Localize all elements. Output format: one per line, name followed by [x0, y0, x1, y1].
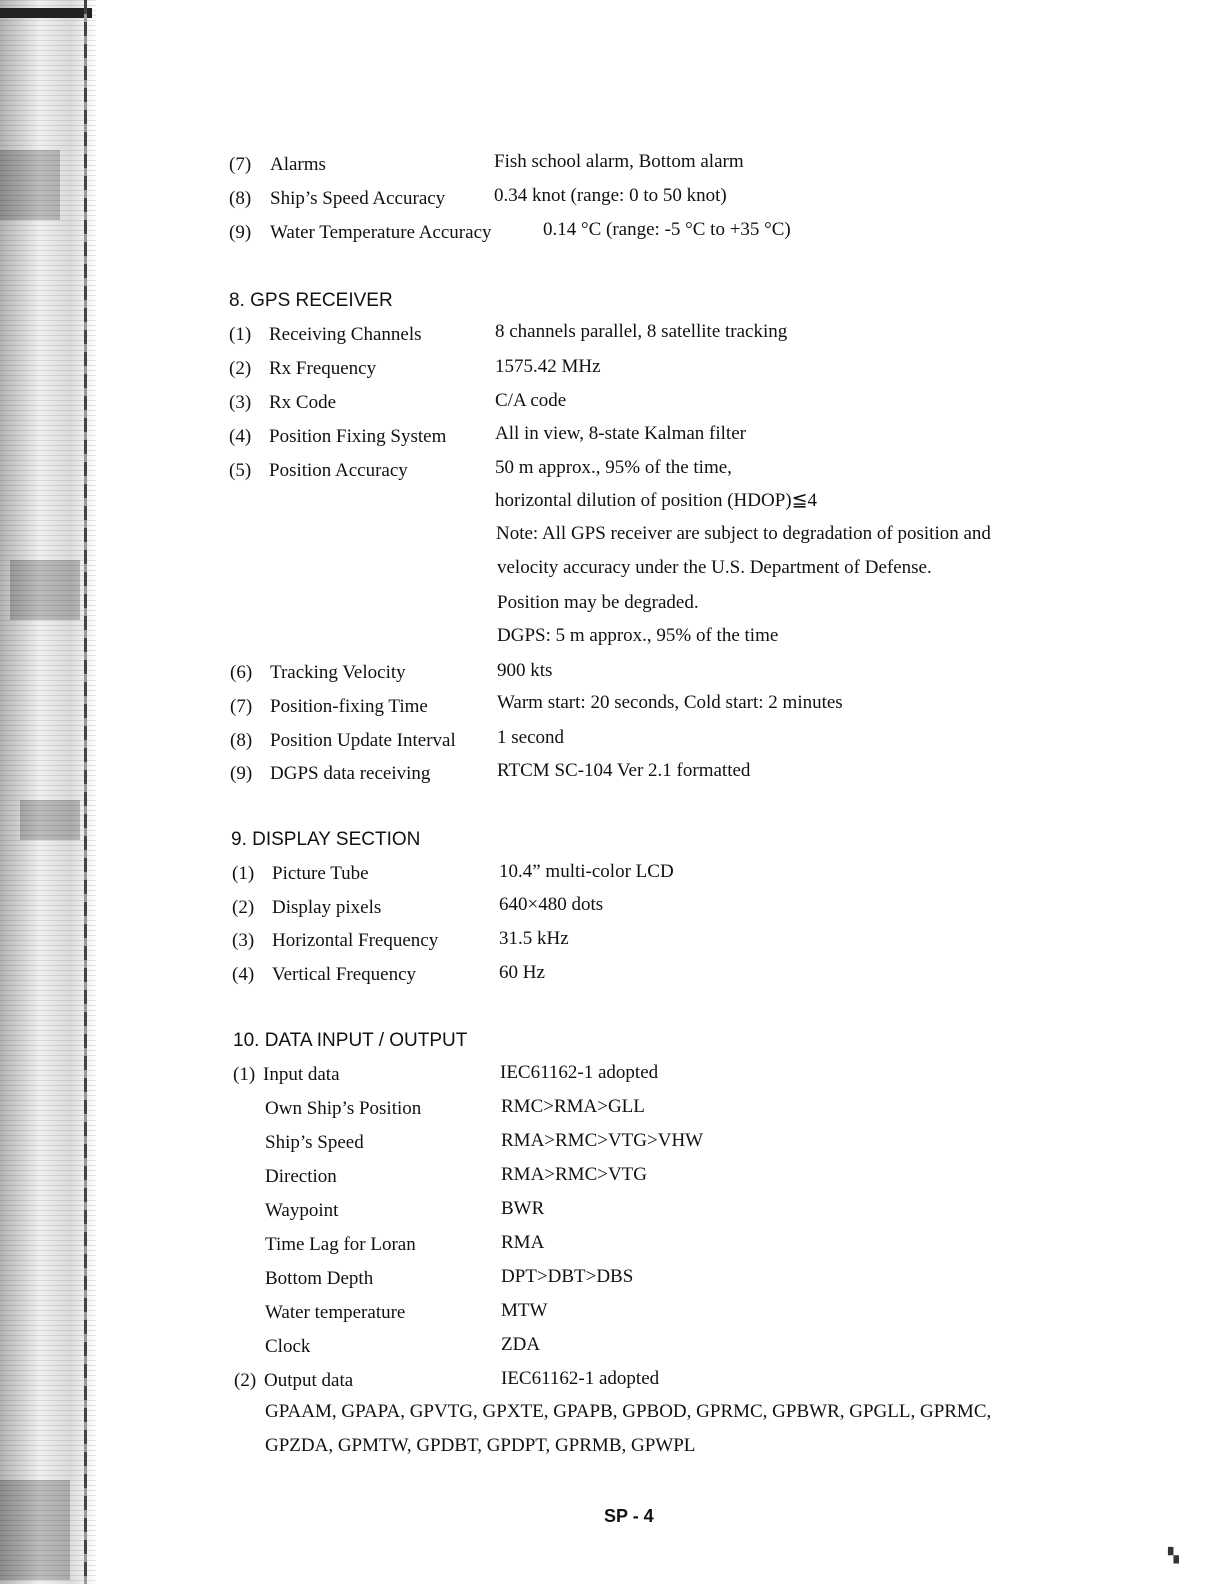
- item-number: (4): [232, 964, 255, 985]
- item-number: (5): [229, 460, 252, 481]
- item-number: (2): [234, 1370, 257, 1391]
- item-label: Position-fixing Time: [270, 696, 428, 717]
- item-label: Input data: [263, 1064, 340, 1085]
- input-item-value: MTW: [501, 1300, 548, 1321]
- item-number: (3): [232, 930, 255, 951]
- item-label: Horizontal Frequency: [272, 930, 439, 951]
- item-number: (4): [229, 426, 252, 447]
- binding-top-bar: [0, 8, 92, 18]
- item-label: Vertical Frequency: [272, 964, 417, 985]
- item-label: Ship’s Speed Accuracy: [270, 188, 446, 209]
- input-item-label: Own Ship’s Position: [265, 1098, 422, 1119]
- output-sentences: GPZDA, GPMTW, GPDBT, GPDPT, GPRMB, GPWPL: [265, 1435, 696, 1456]
- accuracy-dgps: DGPS: 5 m approx., 95% of the time: [497, 625, 779, 646]
- item-label: Display pixels: [272, 897, 382, 918]
- item-value: 8 channels parallel, 8 satellite tracking: [495, 321, 788, 342]
- item-value: 1575.42 MHz: [495, 356, 601, 377]
- item-value: 31.5 kHz: [499, 928, 569, 949]
- item-label: Position Accuracy: [269, 460, 408, 481]
- section-10-title: 10. DATA INPUT / OUTPUT: [233, 1030, 468, 1051]
- item-number: (8): [230, 730, 253, 751]
- item-value: Fish school alarm, Bottom alarm: [494, 151, 744, 172]
- accuracy-note: velocity accuracy under the U.S. Department of Defense.: [497, 557, 932, 578]
- item-label: Alarms: [270, 154, 326, 175]
- accuracy-continuation: horizontal dilution of position (HDOP)≦4: [495, 490, 818, 511]
- input-item-label: Clock: [265, 1336, 311, 1357]
- item-number: (7): [230, 696, 253, 717]
- input-item-label: Direction: [265, 1166, 337, 1187]
- item-value: C/A code: [495, 390, 567, 411]
- scan-blotch: [10, 560, 80, 620]
- item-label: Output data: [264, 1370, 354, 1391]
- item-label: Position Fixing System: [269, 426, 447, 447]
- item-value: 0.14 °C (range: -5 °C to +35 °C): [543, 219, 791, 240]
- item-number: (9): [229, 222, 252, 243]
- item-label: Rx Frequency: [269, 358, 377, 379]
- output-sentences: GPAAM, GPAPA, GPVTG, GPXTE, GPAPB, GPBOD, GPRMC, GPBWR, GPGLL, GPRMC,: [265, 1401, 992, 1422]
- item-label: Rx Code: [269, 392, 337, 413]
- item-label: Water Temperature Accuracy: [270, 222, 492, 243]
- accuracy-note: Position may be degraded.: [497, 592, 699, 613]
- input-item-value: DPT>DBT>DBS: [501, 1266, 634, 1287]
- item-number: (2): [229, 358, 252, 379]
- item-number: (3): [229, 392, 252, 413]
- item-value: RTCM SC-104 Ver 2.1 formatted: [497, 760, 751, 781]
- item-value: 0.34 knot (range: 0 to 50 knot): [494, 185, 727, 206]
- item-value: 60 Hz: [499, 962, 545, 983]
- item-value: IEC61162-1 adopted: [500, 1062, 659, 1083]
- page-number: SP - 4: [604, 1506, 654, 1526]
- section-8-title: 8. GPS RECEIVER: [229, 290, 393, 311]
- scan-blotch: [20, 800, 80, 840]
- item-value: 900 kts: [497, 660, 553, 681]
- item-label: Tracking Velocity: [270, 662, 406, 683]
- input-item-value: BWR: [501, 1198, 545, 1219]
- accuracy-note: Note: All GPS receiver are subject to degradation of position and: [496, 523, 991, 544]
- item-number: (8): [229, 188, 252, 209]
- item-number: (1): [229, 324, 252, 345]
- item-value: 10.4” multi-color LCD: [499, 861, 674, 882]
- item-label: Picture Tube: [272, 863, 369, 884]
- item-value: All in view, 8-state Kalman filter: [495, 423, 746, 444]
- item-number: (6): [230, 662, 253, 683]
- input-item-value: RMA>RMC>VTG>VHW: [501, 1130, 704, 1151]
- item-number: (7): [229, 154, 252, 175]
- item-label: Position Update Interval: [270, 730, 456, 751]
- input-item-value: RMA: [501, 1232, 545, 1253]
- binding-edge: [0, 0, 96, 1584]
- item-value: 50 m approx., 95% of the time,: [495, 457, 732, 478]
- input-item-label: Water temperature: [265, 1302, 406, 1323]
- item-number: (2): [232, 897, 255, 918]
- item-value: IEC61162-1 adopted: [501, 1368, 660, 1389]
- input-item-label: Bottom Depth: [265, 1268, 374, 1289]
- scan-corner-mark: ▚: [1168, 1549, 1179, 1564]
- item-value: 640×480 dots: [499, 894, 604, 915]
- item-value: Warm start: 20 seconds, Cold start: 2 minutes: [497, 692, 843, 713]
- scan-blotch: [0, 1480, 70, 1580]
- item-number: (9): [230, 763, 253, 784]
- input-item-value: RMA>RMC>VTG: [501, 1164, 648, 1185]
- input-item-value: RMC>RMA>GLL: [501, 1096, 645, 1117]
- scan-blotch: [0, 150, 60, 220]
- input-item-label: Time Lag for Loran: [265, 1234, 416, 1255]
- input-item-label: Ship’s Speed: [265, 1132, 364, 1153]
- section-9-title: 9. DISPLAY SECTION: [231, 829, 421, 850]
- input-item-value: ZDA: [501, 1334, 541, 1355]
- item-number: (1): [232, 863, 255, 884]
- item-value: 1 second: [497, 727, 565, 748]
- item-label: DGPS data receiving: [270, 763, 431, 784]
- item-number: (1): [233, 1064, 256, 1085]
- input-item-label: Waypoint: [265, 1200, 339, 1221]
- binding-line: [84, 0, 87, 1584]
- item-label: Receiving Channels: [269, 324, 422, 345]
